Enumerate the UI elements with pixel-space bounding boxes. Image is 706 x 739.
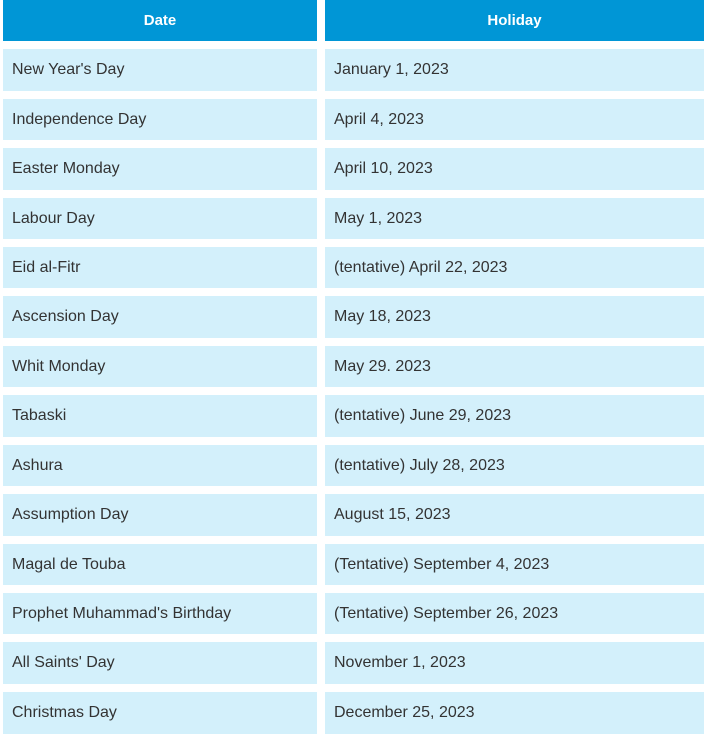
date-cell: Magal de Touba bbox=[3, 544, 317, 585]
date-cell: Tabaski bbox=[3, 395, 317, 437]
table-row bbox=[0, 395, 706, 437]
date-cell: Prophet Muhammad's Birthday bbox=[3, 593, 317, 634]
table-row bbox=[0, 445, 706, 486]
table-row bbox=[0, 544, 706, 585]
holiday-cell: April 10, 2023 bbox=[325, 148, 704, 190]
holiday-cell: November 1, 2023 bbox=[325, 642, 704, 684]
holiday-cell: (tentative) April 22, 2023 bbox=[325, 247, 704, 288]
holiday-cell: December 25, 2023 bbox=[325, 692, 704, 734]
table-row bbox=[0, 49, 706, 91]
date-cell: Ashura bbox=[3, 445, 317, 486]
holiday-cell: May 1, 2023 bbox=[325, 198, 704, 239]
holiday-cell: (tentative) July 28, 2023 bbox=[325, 445, 704, 486]
table-row bbox=[0, 198, 706, 239]
holiday-cell: (Tentative) September 26, 2023 bbox=[325, 593, 704, 634]
date-cell: Eid al-Fitr bbox=[3, 247, 317, 288]
holiday-cell: (Tentative) September 4, 2023 bbox=[325, 544, 704, 585]
date-cell: Christmas Day bbox=[3, 692, 317, 734]
holiday-cell: April 4, 2023 bbox=[325, 99, 704, 140]
table-row bbox=[0, 148, 706, 190]
header-cell-holiday: Holiday bbox=[325, 0, 704, 41]
date-cell: Assumption Day bbox=[3, 494, 317, 536]
table-row bbox=[0, 494, 706, 536]
holiday-cell: May 18, 2023 bbox=[325, 296, 704, 338]
table-header-row bbox=[0, 0, 706, 41]
table-row bbox=[0, 692, 706, 734]
header-cell-date: Date bbox=[3, 0, 317, 41]
date-cell: Easter Monday bbox=[3, 148, 317, 190]
date-cell: Whit Monday bbox=[3, 346, 317, 387]
table-row bbox=[0, 642, 706, 684]
holiday-cell: (tentative) June 29, 2023 bbox=[325, 395, 704, 437]
holiday-cell: January 1, 2023 bbox=[325, 49, 704, 91]
table-row bbox=[0, 296, 706, 338]
table-row bbox=[0, 593, 706, 634]
date-cell: New Year's Day bbox=[3, 49, 317, 91]
holiday-cell: May 29. 2023 bbox=[325, 346, 704, 387]
table-row bbox=[0, 99, 706, 140]
holiday-cell: August 15, 2023 bbox=[325, 494, 704, 536]
date-cell: Ascension Day bbox=[3, 296, 317, 338]
date-cell: Labour Day bbox=[3, 198, 317, 239]
table-row bbox=[0, 247, 706, 288]
table-row bbox=[0, 346, 706, 387]
date-cell: All Saints' Day bbox=[3, 642, 317, 684]
date-cell: Independence Day bbox=[3, 99, 317, 140]
